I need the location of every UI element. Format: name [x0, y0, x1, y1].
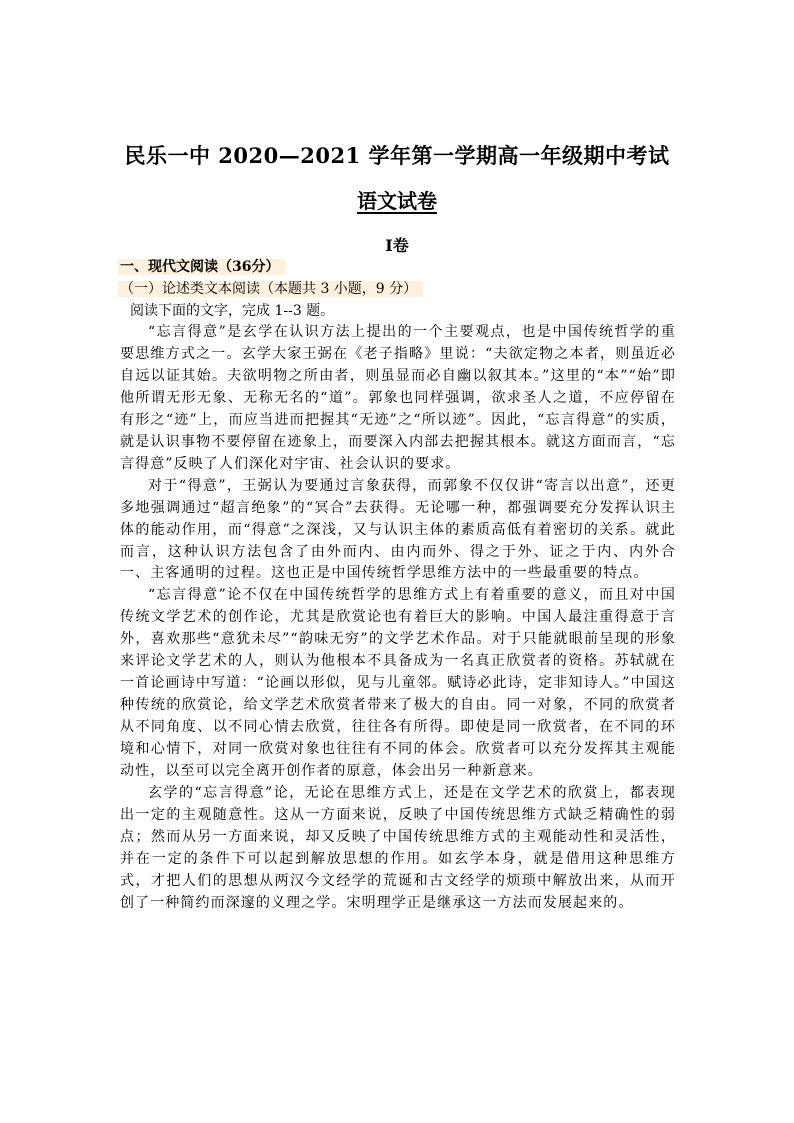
section-heading-text: 一、现代文阅读（36分）	[118, 259, 285, 275]
reading-passage	[120, 322, 676, 915]
subject-label: 语文试卷	[357, 189, 437, 213]
passage-paragraph: “忘言得意”是玄学在认识方法上提出的一个主要观点，也是中国传统哲学的重要思维方式之一。玄学大家王弼在《老子指略》里说：“夫欲定物之本者，则虽近必自远以证其始。夫欲明物之所由者，则虽显而必自幽以叙其本。”这里的“本”“始”即他所谓无形无象、无称无名的“道”。郭象也同样强调，欲求圣人之道，不应停留在有形之“迹”上，而应当进而把握其“无迹”之“所以迹”。因此，“忘言得意”的实质，就是认识事物不要停留在迹象上，而要深入内部去把握其根本。就这方面而言，“忘言得意”反映了人们深化对宇宙、社会认识的要求。	[120, 324, 676, 472]
passage-paragraph: “忘言得意”论不仅在中国传统哲学的思维方式上有着重要的意义，而且对中国传统文学艺术的创作论，尤其是欣赏论也有着巨大的影响。中国人最注重得意于言外，喜欢那些“意犹未尽”“韵味无穷”的文学艺术作品。对于只能就眼前呈现的形象来评论文学艺术的人，则认为他根本不具备成为一名真正欣赏者的资格。苏轼就在一首论画诗中写道：“论画以形似，见与儿童邻。赋诗必此诗，定非知诗人。”中国这种传统的欣赏论，给文学艺术欣赏者带来了极大的自由。同一对象，不同的欣赏者从不同角度、以不同心情去欣赏，往往各有所得。即使是同一欣赏者，在不同的环境和心情下，对同一欣赏对象也往往有不同的体会。欣赏者可以充分发挥其主观能动性，以至可以完全离开创作者的原意，体会出另一种新意来。	[120, 587, 676, 780]
subsection-heading-text: （一）论述类文本阅读（本题共 3 小题，9 分）	[118, 281, 423, 297]
passage-paragraph: 玄学的“忘言得意”论，无论在思维方式上，还是在文学艺术的欣赏上，都表现出一定的主观随意性。这从一方面来说，反映了中国传统思维方式缺乏精确性的弱点；然而从另一方面来说，却又反映了中国传统思维方式的主观能动性和灵活性，并在一定的条件下可以起到解放思想的作用。如玄学本身，就是借用这种思维方式，才把人们的思想从两汉今文经学的荒诞和古文经学的烦琐中解放出来，从而开创了一种简约而深邃的义理之学。宋明理学正是继承这一方法而发展起来的。	[120, 785, 676, 911]
passage-paragraph: 对于“得意”，王弼认为要通过言象获得，而郭象不仅仅讲“寄言以出意”，还更多地强调通过“超言绝象”的“冥合”去获得。无论哪一种，都强调要充分发挥认识主体的能动作用，而“得意”之深浅，又与认识主体的素质高低有着密切的关系。就此而言，这种认识方法包含了由外而内、由内而外、得之于外、证之于内、内外合一、主客通明的过程。这也正是中国传统哲学思维方法中的一些最重要的特点。	[120, 477, 676, 582]
section-heading-modern-reading	[118, 257, 285, 277]
volume-label: Ⅰ卷	[385, 236, 409, 255]
exam-title: 民乐一中 2020—2021 学年第一学期高一年级期中考试	[124, 143, 670, 168]
subsection-heading-argumentative	[118, 279, 423, 299]
reading-instruction: 阅读下面的文字，完成 1--3 题。	[130, 303, 335, 319]
exam-subtitle	[0, 185, 794, 214]
